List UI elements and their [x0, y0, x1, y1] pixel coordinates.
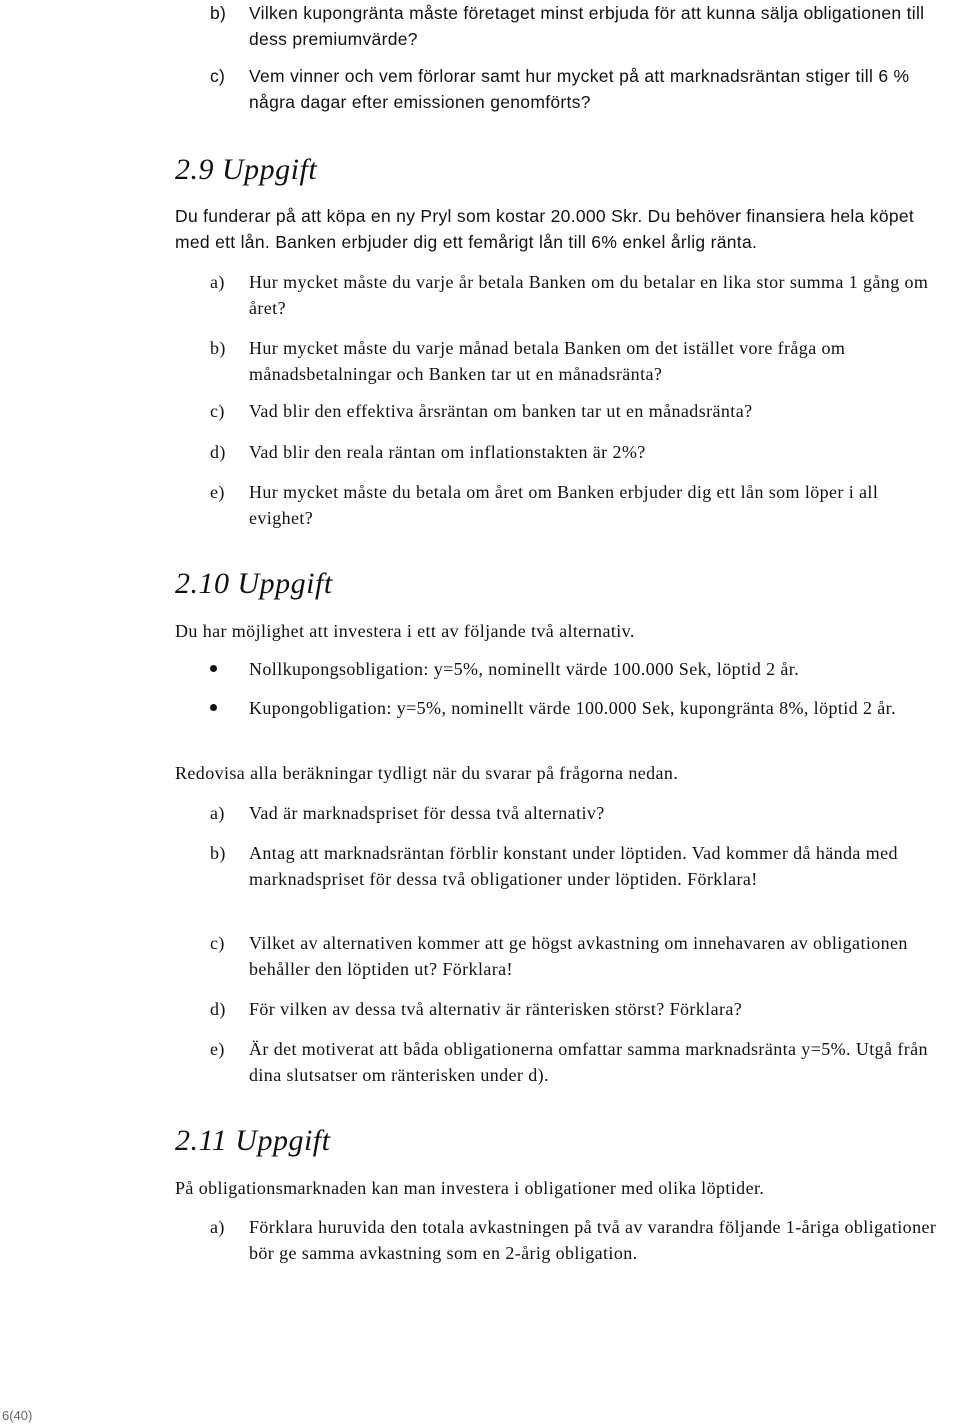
question-label: c): [210, 933, 225, 953]
question-text: Vilket av alternativen kommer att ge högst avkastning om innehavaren av obligationen behåller den löptiden ut? Förklara!: [249, 933, 908, 979]
section-intro: På obligationsmarknaden kan man investera i obligationer med olika löptider.: [175, 1178, 765, 1198]
question-text: Vad blir den reala räntan om inflationstakten är 2%?: [249, 442, 646, 462]
bullet-text: Kupongobligation: y=5%, nominellt värde 100.000 Sek, kupongränta 8%, löptid 2 år.: [249, 698, 896, 718]
question-text: Är det motiverat att båda obligationerna omfattar samma marknadsränta y=5%. Utgå från dina slutsatser om ränterisken under d).: [249, 1039, 928, 1085]
bullet-text: Nollkupongsobligation: y=5%, nominellt värde 100.000 Sek, löptid 2 år.: [249, 659, 800, 679]
question-label: e): [210, 482, 225, 502]
question-label: e): [210, 1039, 225, 1059]
question-text: Vad blir den effektiva årsräntan om banken tar ut en månadsränta?: [249, 401, 753, 421]
section-heading-2-10: 2.10 Uppgift: [175, 567, 333, 600]
section-heading-2-11: 2.11 Uppgift: [175, 1124, 331, 1157]
question-text: Vem vinner och vem förlorar samt hur mycket på att marknadsräntan stiger till 6 % några dagar efter emissionen genomförts?: [249, 66, 910, 112]
section-intro: Du funderar på att köpa en ny Pryl som kostar 20.000 Skr. Du behöver finansiera hela köpet med ett lån. Banken erbjuder dig ett femårigt lån till 6% enkel årlig ränta.: [175, 206, 915, 252]
question-label: d): [210, 442, 226, 462]
question-e: [0, 1036, 960, 1096]
question-label: a): [210, 1217, 225, 1237]
question-text: För vilken av dessa två alternativ är ränterisken störst? Förklara?: [249, 999, 743, 1019]
question-c: [0, 930, 960, 990]
page-number: 6(40): [2, 1408, 33, 1423]
question-e: [0, 479, 960, 539]
section-intro: Du har möjlighet att investera i ett av följande två alternativ.: [175, 621, 635, 641]
instruction-text: Redovisa alla beräkningar tydligt när du svarar på frågorna nedan.: [175, 763, 679, 783]
question-text: Hur mycket måste du varje månad betala Banken om det istället vore fråga om månadsbetalningar och Banken tar ut en månadsränta?: [249, 338, 846, 384]
question-text: Hur mycket måste du betala om året om Banken erbjuder dig ett lån som löper i all evighet?: [249, 482, 879, 528]
question-label: c): [210, 401, 225, 421]
question-text: Vilken kupongränta måste företaget minst erbjuda för att kunna sälja obligationen till dess premiumvärde?: [249, 3, 925, 49]
question-label: d): [210, 999, 226, 1019]
question-b: [0, 335, 960, 395]
question-a: [0, 269, 960, 329]
question-b: [0, 0, 960, 60]
bullet-icon: [210, 704, 217, 711]
question-text: Förklara huruvida den totala avkastningen på två av varandra följande 1-åriga obligationer bör ge samma avkastning som en 2-årig obligation.: [249, 1217, 937, 1263]
question-label: b): [210, 843, 226, 863]
question-text: Vad är marknadspriset för dessa två alternativ?: [249, 803, 605, 823]
question-label: a): [210, 803, 225, 823]
question-text: Antag att marknadsräntan förblir konstant under löptiden. Vad kommer då hända med marknadspriset för dessa två obligationer under löptiden. Förklara!: [249, 843, 898, 889]
question-label: b): [210, 3, 227, 23]
bullet-item: [0, 695, 960, 755]
question-label: b): [210, 338, 226, 358]
bullet-icon: [210, 665, 217, 672]
question-c: [0, 63, 960, 123]
question-a: [0, 1214, 960, 1274]
question-label: c): [210, 66, 226, 86]
question-text: Hur mycket måste du varje år betala Banken om du betalar en lika stor summa 1 gång om året?: [249, 272, 929, 318]
section-heading-2-9: 2.9 Uppgift: [175, 153, 318, 186]
question-b: [0, 840, 960, 900]
question-label: a): [210, 272, 225, 292]
